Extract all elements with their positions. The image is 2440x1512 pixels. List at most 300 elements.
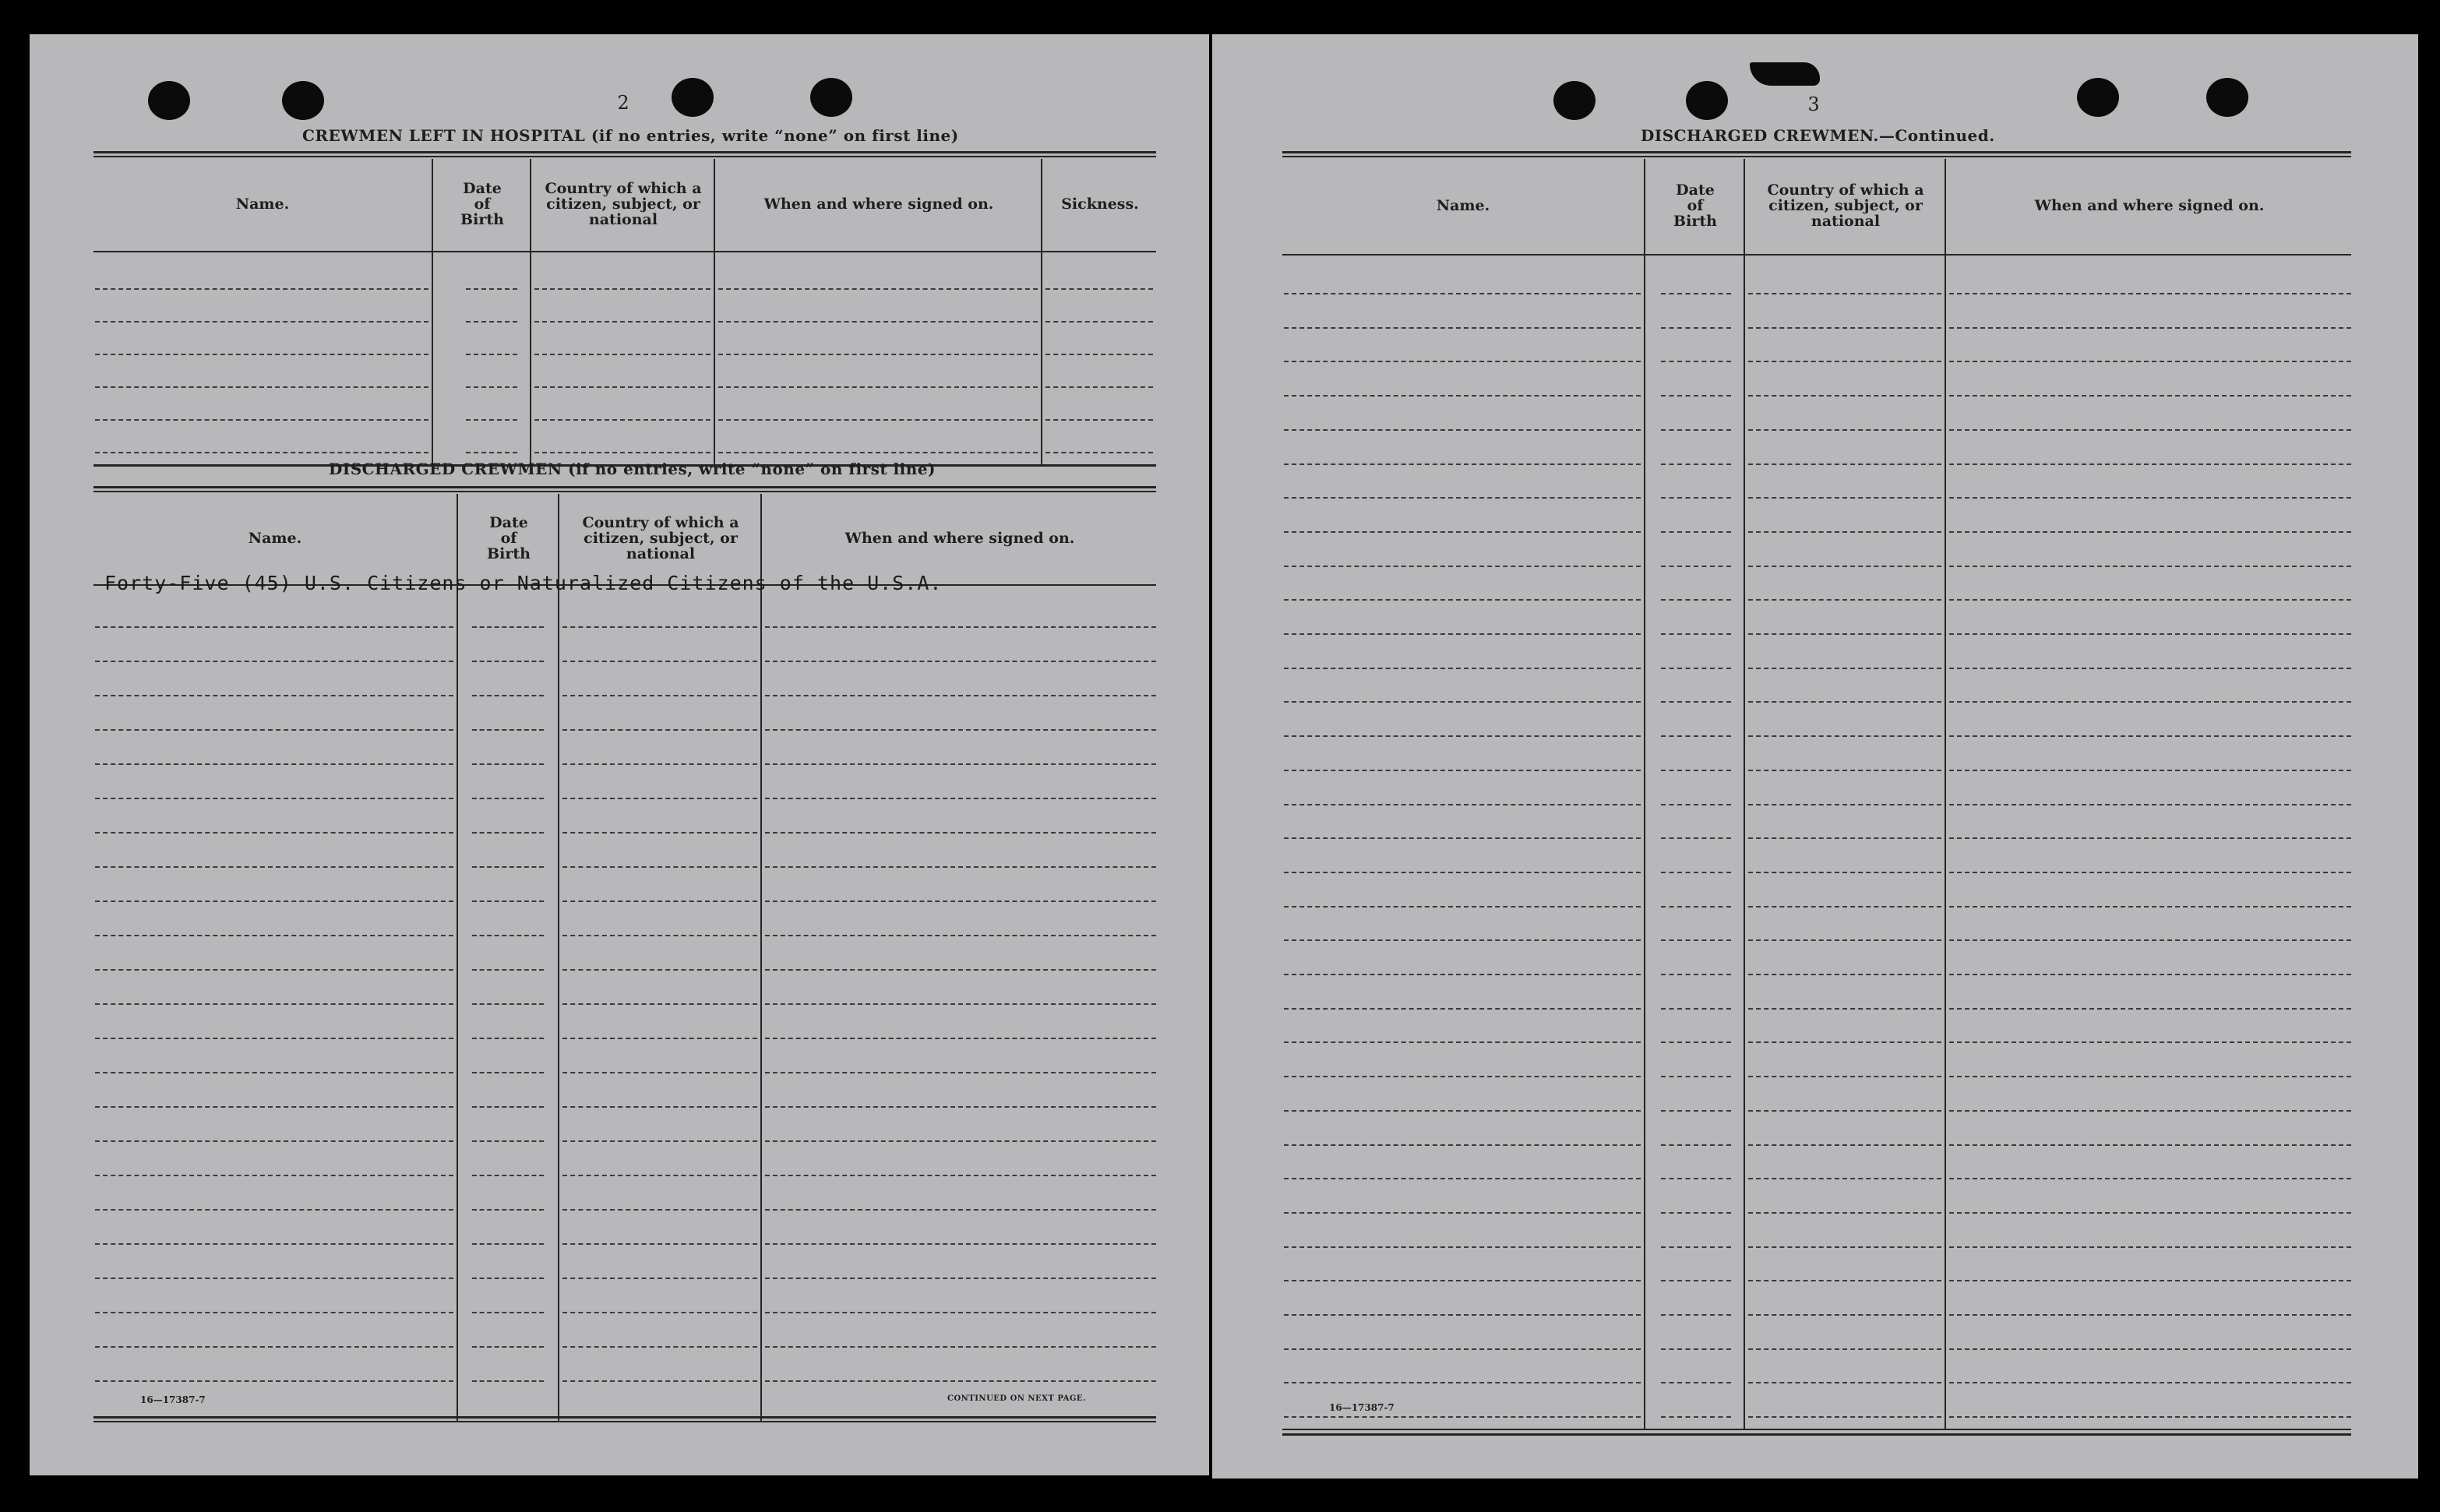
page-number: 3 bbox=[1807, 93, 1820, 115]
entry-line bbox=[562, 1175, 757, 1176]
entry-line bbox=[765, 695, 1156, 696]
discharged-title-note: (if no entries, write “none” on first line) bbox=[568, 460, 936, 478]
entry-line bbox=[1748, 735, 1941, 737]
entry-line bbox=[95, 832, 453, 834]
entry-line bbox=[1748, 1008, 1941, 1010]
entry-line bbox=[718, 452, 1038, 453]
entry-line bbox=[95, 798, 453, 799]
punch-hole bbox=[1553, 81, 1596, 120]
entry-line bbox=[95, 1106, 453, 1108]
column-header-name: Name. bbox=[1436, 197, 1490, 214]
entry-line bbox=[1284, 1246, 1641, 1248]
entry-line bbox=[1284, 497, 1641, 499]
column-header-signed-on: When and where signed on. bbox=[2034, 197, 2265, 214]
entry-line bbox=[562, 798, 757, 799]
entry-line bbox=[1949, 1212, 2351, 1214]
entry-line bbox=[1045, 354, 1153, 355]
entry-line bbox=[1661, 974, 1731, 975]
column-divider bbox=[530, 159, 531, 464]
entry-line bbox=[472, 1175, 544, 1176]
entry-line bbox=[1284, 531, 1641, 533]
entry-line bbox=[1949, 837, 2351, 839]
entry-line bbox=[1748, 429, 1941, 431]
entry-line bbox=[95, 1312, 453, 1313]
entry-line bbox=[1045, 386, 1153, 388]
entry-line bbox=[765, 1003, 1156, 1005]
column-header-country: Country of which a citizen, subject, or national bbox=[582, 514, 739, 562]
entry-line bbox=[1949, 497, 2351, 499]
entry-line bbox=[472, 798, 544, 799]
entry-line bbox=[1949, 1076, 2351, 1077]
entry-line bbox=[562, 1209, 757, 1211]
entry-line bbox=[562, 661, 757, 662]
entry-line bbox=[765, 969, 1156, 971]
entry-line bbox=[1284, 429, 1641, 431]
entry-line bbox=[765, 1278, 1156, 1279]
entry-line bbox=[1949, 1348, 2351, 1350]
entry-line bbox=[1284, 293, 1641, 294]
entry-line bbox=[1949, 1416, 2351, 1418]
entry-line bbox=[1949, 1178, 2351, 1179]
entry-line bbox=[1284, 1110, 1641, 1112]
entry-line bbox=[1284, 1416, 1641, 1418]
entry-line bbox=[534, 354, 710, 355]
entry-line bbox=[466, 419, 517, 421]
entry-line bbox=[95, 1003, 453, 1005]
entry-line bbox=[95, 661, 453, 662]
entry-line bbox=[1661, 668, 1731, 669]
entry-line bbox=[95, 321, 428, 322]
entry-line bbox=[1284, 974, 1641, 975]
entry-line bbox=[1748, 395, 1941, 397]
entry-line bbox=[1949, 1314, 2351, 1316]
entry-line bbox=[562, 969, 757, 971]
entry-line bbox=[1748, 599, 1941, 601]
column-header-name: Name. bbox=[235, 196, 290, 213]
punch-hole bbox=[148, 81, 190, 120]
entry-line bbox=[1661, 1178, 1731, 1179]
entry-line bbox=[765, 661, 1156, 662]
entry-line bbox=[95, 866, 453, 868]
entry-line bbox=[765, 1072, 1156, 1073]
entry-line bbox=[1284, 735, 1641, 737]
column-divider bbox=[1644, 159, 1645, 1430]
entry-line bbox=[1284, 327, 1641, 329]
entry-line bbox=[765, 1312, 1156, 1313]
entry-line bbox=[472, 1243, 544, 1245]
entry-line bbox=[718, 288, 1038, 290]
entry-line bbox=[1748, 1212, 1941, 1214]
entry-line bbox=[534, 419, 710, 421]
column-divider bbox=[1041, 159, 1042, 464]
entry-line bbox=[472, 695, 544, 696]
entry-line bbox=[1284, 566, 1641, 567]
punch-hole bbox=[2206, 78, 2248, 117]
entry-line bbox=[95, 935, 453, 936]
entry-line bbox=[472, 1003, 544, 1005]
table-bottom-rule bbox=[1282, 1429, 2351, 1430]
entry-line bbox=[1045, 288, 1153, 290]
entry-line bbox=[1284, 463, 1641, 465]
entry-line bbox=[1949, 633, 2351, 635]
header-bottom-rule bbox=[93, 251, 1156, 252]
entry-line bbox=[95, 969, 453, 971]
entry-line bbox=[1284, 1280, 1641, 1281]
entry-line bbox=[765, 935, 1156, 936]
entry-line bbox=[1949, 872, 2351, 873]
entry-line bbox=[1949, 327, 2351, 329]
entry-line bbox=[562, 763, 757, 765]
entry-line bbox=[1661, 633, 1731, 635]
column-divider bbox=[432, 159, 433, 464]
entry-line bbox=[562, 1346, 757, 1348]
form-number: 16—17387-7 bbox=[140, 1394, 206, 1405]
entry-line bbox=[472, 1380, 544, 1382]
entry-line bbox=[1949, 1382, 2351, 1383]
header-bottom-rule bbox=[1282, 254, 2351, 256]
entry-line bbox=[765, 1038, 1156, 1039]
entry-line bbox=[1284, 599, 1641, 601]
entry-line bbox=[1661, 1280, 1731, 1281]
continued-note: CONTINUED ON NEXT PAGE. bbox=[947, 1394, 1087, 1403]
entry-line bbox=[1661, 293, 1731, 294]
column-divider bbox=[558, 494, 559, 1421]
entry-line bbox=[1661, 395, 1731, 397]
entry-line bbox=[718, 419, 1038, 421]
hospital-section-title bbox=[302, 126, 959, 145]
entry-line bbox=[765, 1209, 1156, 1211]
entry-line bbox=[1748, 566, 1941, 567]
entry-line bbox=[95, 1072, 453, 1073]
entry-line bbox=[1949, 701, 2351, 703]
entry-line bbox=[1748, 939, 1941, 941]
entry-line bbox=[95, 1278, 453, 1279]
entry-line bbox=[472, 1312, 544, 1313]
entry-line bbox=[1284, 1314, 1641, 1316]
column-divider bbox=[714, 159, 715, 464]
typed-entry: Forty-Five (45) U.S. Citizens or Naturalized Citizens of the U.S.A. bbox=[104, 572, 943, 594]
column-header-country: Country of which a citizen, subject, or national bbox=[1767, 182, 1924, 230]
entry-line bbox=[1661, 429, 1731, 431]
entry-line bbox=[1284, 1178, 1641, 1179]
entry-line bbox=[765, 729, 1156, 731]
column-header-name: Name. bbox=[248, 530, 302, 547]
entry-line bbox=[1284, 395, 1641, 397]
entry-line bbox=[1949, 361, 2351, 362]
entry-line bbox=[1748, 906, 1941, 908]
page-number: 2 bbox=[617, 92, 629, 114]
discharged-title-text: DISCHARGED CREWMEN bbox=[329, 460, 562, 478]
entry-line bbox=[1748, 1178, 1941, 1179]
entry-line bbox=[95, 419, 428, 421]
entry-line bbox=[1284, 939, 1641, 941]
entry-line bbox=[95, 354, 428, 355]
entry-line bbox=[1661, 361, 1731, 362]
entry-line bbox=[562, 1312, 757, 1313]
entry-line bbox=[1748, 1110, 1941, 1112]
entry-line bbox=[1284, 1382, 1641, 1383]
entry-line bbox=[765, 1380, 1156, 1382]
entry-line bbox=[765, 626, 1156, 628]
entry-line bbox=[1949, 599, 2351, 601]
table-top-rule bbox=[93, 491, 1156, 492]
punch-hole bbox=[810, 78, 852, 117]
hospital-title-note: (if no entries, write “none” on first line) bbox=[591, 126, 959, 145]
entry-line bbox=[95, 386, 428, 388]
entry-line bbox=[1661, 463, 1731, 465]
column-header-signed-on: When and where signed on. bbox=[763, 196, 994, 213]
entry-line bbox=[562, 1038, 757, 1039]
entry-line bbox=[1284, 361, 1641, 362]
entry-line bbox=[1748, 531, 1941, 533]
entry-line bbox=[534, 321, 710, 322]
entry-line bbox=[1748, 701, 1941, 703]
entry-line bbox=[466, 386, 517, 388]
entry-line bbox=[562, 626, 757, 628]
continued-section-title bbox=[1641, 126, 1995, 145]
entry-line bbox=[1661, 837, 1731, 839]
entry-line bbox=[1949, 668, 2351, 669]
entry-line bbox=[95, 763, 453, 765]
entry-line bbox=[1949, 939, 2351, 941]
entry-line bbox=[1748, 633, 1941, 635]
entry-line bbox=[95, 626, 453, 628]
column-divider bbox=[1744, 159, 1745, 1430]
entry-line bbox=[534, 288, 710, 290]
entry-line bbox=[472, 1209, 544, 1211]
entry-line bbox=[472, 1278, 544, 1279]
entry-line bbox=[1748, 770, 1941, 771]
column-divider bbox=[457, 494, 458, 1421]
punch-hole bbox=[672, 78, 714, 117]
entry-line bbox=[1284, 1041, 1641, 1043]
entry-line bbox=[562, 1003, 757, 1005]
entry-line bbox=[1284, 837, 1641, 839]
entry-line bbox=[1045, 452, 1153, 453]
entry-line bbox=[1748, 497, 1941, 499]
entry-line bbox=[1661, 804, 1731, 805]
entry-line bbox=[472, 1038, 544, 1039]
entry-line bbox=[1284, 1144, 1641, 1146]
entry-line bbox=[1949, 906, 2351, 908]
entry-line bbox=[1949, 566, 2351, 567]
entry-line bbox=[1748, 872, 1941, 873]
entry-line bbox=[472, 1140, 544, 1142]
entry-line bbox=[562, 1278, 757, 1279]
entry-line bbox=[1284, 1212, 1641, 1214]
entry-line bbox=[1284, 872, 1641, 873]
entry-line bbox=[1748, 1144, 1941, 1146]
entry-line bbox=[1661, 1144, 1731, 1146]
entry-line bbox=[1661, 1076, 1731, 1077]
entry-line bbox=[95, 1209, 453, 1211]
entry-line bbox=[765, 798, 1156, 799]
punch-hole bbox=[282, 81, 324, 120]
entry-line bbox=[1949, 1280, 2351, 1281]
entry-line bbox=[1748, 1348, 1941, 1350]
entry-line bbox=[1661, 1212, 1731, 1214]
entry-line bbox=[1661, 735, 1731, 737]
entry-line bbox=[1748, 837, 1941, 839]
entry-line bbox=[1748, 293, 1941, 294]
entry-line bbox=[1949, 293, 2351, 294]
entry-line bbox=[765, 866, 1156, 868]
entry-line bbox=[472, 866, 544, 868]
entry-line bbox=[765, 1175, 1156, 1176]
entry-line bbox=[1284, 1348, 1641, 1350]
entry-line bbox=[1284, 906, 1641, 908]
entry-line bbox=[1661, 599, 1731, 601]
entry-line bbox=[466, 452, 517, 453]
column-divider bbox=[1945, 159, 1946, 1430]
entry-line bbox=[1045, 419, 1153, 421]
entry-line bbox=[562, 832, 757, 834]
entry-line bbox=[1748, 327, 1941, 329]
entry-line bbox=[472, 626, 544, 628]
entry-line bbox=[1949, 463, 2351, 465]
entry-line bbox=[95, 1140, 453, 1142]
entry-line bbox=[1949, 1144, 2351, 1146]
hospital-title-text: CREWMEN LEFT IN HOSPITAL bbox=[302, 126, 586, 145]
entry-line bbox=[466, 354, 517, 355]
entry-line bbox=[95, 1346, 453, 1348]
entry-line bbox=[1661, 701, 1731, 703]
entry-line bbox=[718, 386, 1038, 388]
entry-line bbox=[1284, 804, 1641, 805]
column-header-sickness: Sickness. bbox=[1061, 196, 1139, 213]
entry-line bbox=[1661, 566, 1731, 567]
column-header-date-of-birth: Date of Birth bbox=[1673, 182, 1717, 230]
entry-line bbox=[718, 321, 1038, 322]
entry-line bbox=[1949, 974, 2351, 975]
entry-line bbox=[95, 1038, 453, 1039]
entry-line bbox=[95, 452, 428, 453]
entry-line bbox=[1661, 497, 1731, 499]
form-number: 16—17387-7 bbox=[1329, 1402, 1395, 1413]
entry-line bbox=[562, 866, 757, 868]
entry-line bbox=[1949, 429, 2351, 431]
left-page bbox=[30, 34, 1209, 1475]
entry-line bbox=[1661, 1008, 1731, 1010]
entry-line bbox=[466, 321, 517, 322]
entry-line bbox=[562, 1072, 757, 1073]
column-header-date-of-birth: Date of Birth bbox=[460, 180, 504, 228]
entry-line bbox=[1661, 1041, 1731, 1043]
entry-line bbox=[95, 695, 453, 696]
entry-line bbox=[1661, 906, 1731, 908]
entry-line bbox=[95, 1175, 453, 1176]
entry-line bbox=[95, 1243, 453, 1245]
entry-line bbox=[1661, 1314, 1731, 1316]
entry-line bbox=[1949, 735, 2351, 737]
entry-line bbox=[472, 1106, 544, 1108]
entry-line bbox=[95, 729, 453, 731]
entry-line bbox=[765, 901, 1156, 902]
punch-hole bbox=[2077, 78, 2119, 117]
entry-line bbox=[1748, 1314, 1941, 1316]
column-header-signed-on: When and where signed on. bbox=[844, 530, 1075, 547]
entry-line bbox=[1284, 701, 1641, 703]
entry-line bbox=[1949, 770, 2351, 771]
entry-line bbox=[95, 1380, 453, 1382]
entry-line bbox=[1661, 327, 1731, 329]
entry-line bbox=[1661, 1110, 1731, 1112]
entry-line bbox=[1949, 1246, 2351, 1248]
entry-line bbox=[1284, 1076, 1641, 1077]
entry-line bbox=[765, 1106, 1156, 1108]
discharged-section-title bbox=[329, 460, 936, 478]
entry-line bbox=[562, 1140, 757, 1142]
entry-line bbox=[562, 1106, 757, 1108]
column-header-date-of-birth: Date of Birth bbox=[487, 514, 531, 562]
entry-line bbox=[1748, 1382, 1941, 1383]
entry-line bbox=[765, 1243, 1156, 1245]
entry-line bbox=[1949, 1041, 2351, 1043]
table-top-rule bbox=[93, 151, 1156, 153]
entry-line bbox=[1949, 395, 2351, 397]
entry-line bbox=[472, 1346, 544, 1348]
entry-line bbox=[466, 288, 517, 290]
entry-line bbox=[765, 1346, 1156, 1348]
table-top-rule bbox=[93, 486, 1156, 488]
column-divider bbox=[760, 494, 762, 1421]
entry-line bbox=[1661, 939, 1731, 941]
entry-line bbox=[1748, 974, 1941, 975]
entry-line bbox=[1661, 770, 1731, 771]
entry-line bbox=[562, 1380, 757, 1382]
continued-title-note: —Continued. bbox=[1878, 126, 1995, 145]
entry-line bbox=[534, 386, 710, 388]
entry-line bbox=[1661, 1246, 1731, 1248]
table-top-rule bbox=[93, 156, 1156, 157]
entry-line bbox=[562, 935, 757, 936]
entry-line bbox=[95, 288, 428, 290]
entry-line bbox=[1748, 804, 1941, 805]
entry-line bbox=[1661, 872, 1731, 873]
entry-line bbox=[765, 763, 1156, 765]
entry-line bbox=[1748, 1416, 1941, 1418]
entry-line bbox=[765, 832, 1156, 834]
entry-line bbox=[1748, 1041, 1941, 1043]
entry-line bbox=[562, 901, 757, 902]
entry-line bbox=[1284, 1008, 1641, 1010]
entry-line bbox=[1284, 633, 1641, 635]
entry-line bbox=[1949, 1008, 2351, 1010]
entry-line bbox=[1284, 770, 1641, 771]
entry-line bbox=[1661, 1348, 1731, 1350]
table-bottom-rule bbox=[93, 1416, 1156, 1419]
entry-line bbox=[562, 695, 757, 696]
table-top-rule bbox=[1282, 151, 2351, 153]
entry-line bbox=[765, 1140, 1156, 1142]
column-header-country: Country of which a citizen, subject, or national bbox=[545, 180, 702, 228]
entry-line bbox=[472, 832, 544, 834]
entry-line bbox=[1284, 668, 1641, 669]
torn-corner bbox=[1750, 62, 1820, 86]
entry-line bbox=[718, 354, 1038, 355]
entry-line bbox=[472, 901, 544, 902]
entry-line bbox=[1661, 531, 1731, 533]
entry-line bbox=[1661, 1382, 1731, 1383]
table-top-rule bbox=[1282, 156, 2351, 157]
entry-line bbox=[534, 452, 710, 453]
entry-line bbox=[472, 661, 544, 662]
entry-line bbox=[1949, 1110, 2351, 1112]
entry-line bbox=[562, 729, 757, 731]
entry-line bbox=[1748, 1076, 1941, 1077]
punch-hole bbox=[1686, 81, 1728, 120]
entry-line bbox=[472, 729, 544, 731]
